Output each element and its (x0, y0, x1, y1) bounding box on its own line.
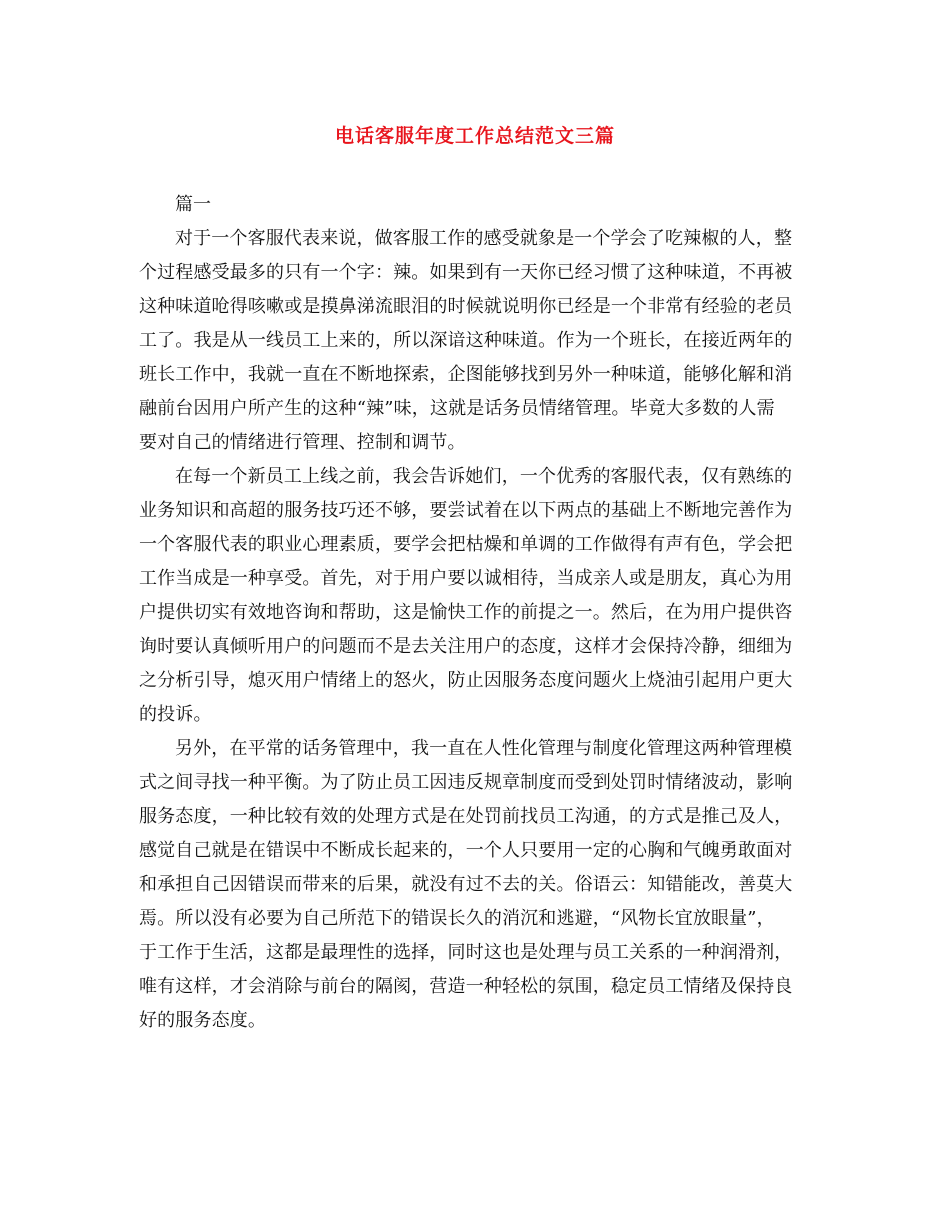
document-title: 电话客服年度工作总结范文三篇 (334, 125, 615, 147)
paragraph-1 (139, 222, 811, 460)
paragraph-line: 这种味道呛得咳嗽或是摸鼻涕流眼泪的时候就说明你已经是一个非常有经验的老员 (139, 296, 793, 317)
paragraph-line: 个过程感受最多的只有一个字：辣。如果到有一天你已经习惯了这种味道，不再被 (139, 262, 793, 283)
paragraph-line: 业务知识和高超的服务技巧还不够，要尝试着在以下两点的基础上不断地完善作为 (139, 500, 793, 521)
paragraph-line: 的投诉。 (139, 704, 212, 725)
paragraph-line: 和承担自己因错误而带来的后果，就没有过不去的关。俗语云：知错能改，善莫大 (139, 874, 793, 895)
paragraph-line: 在每一个新员工上线之前，我会告诉她们，一个优秀的客服代表，仅有熟练的 (175, 466, 793, 487)
paragraph-line: 询时要认真倾听用户的问题而不是去关注用户的态度，这样才会保持冷静，细细为 (139, 636, 793, 657)
paragraph-line: 式之间寻找一种平衡。为了防止员工因违反规章制度而受到处罚时情绪波动，影响 (139, 772, 793, 793)
paragraph-line: 另外，在平常的话务管理中，我一直在人性化管理与制度化管理这两种管理模 (175, 738, 793, 759)
paragraph-line: 对于一个客服代表来说，做客服工作的感受就象是一个学会了吃辣椒的人，整 (175, 228, 793, 249)
paragraph-line: 服务态度，一种比较有效的处理方式是在处罚前找员工沟通，的方式是推己及人， (139, 806, 793, 827)
paragraph-line: 融前台因用户所产生的这种“辣”味，这就是话务员情绪管理。毕竟大多数的人需 (139, 398, 775, 419)
paragraph-2 (139, 460, 811, 732)
paragraph-line: 好的服务态度。 (139, 1010, 267, 1031)
paragraph-line: 户提供切实有效地咨询和帮助，这是愉快工作的前提之一。然后，在为用户提供咨 (139, 602, 793, 623)
paragraph-line: 要对自己的情绪进行管理、控制和调节。 (139, 432, 466, 453)
section-heading: 篇一 (175, 194, 211, 215)
paragraph-line: 之分析引导，熄灭用户情绪上的怒火，防止因服务态度问题火上烧油引起用户更大 (139, 670, 793, 691)
paragraph-line: 工作当成是一种享受。首先，对于用户要以诚相待，当成亲人或是朋友，真心为用 (139, 568, 793, 589)
paragraph-line: 唯有这样，才会消除与前台的隔阂，营造一种轻松的氛围，稳定员工情绪及保持良 (139, 976, 793, 997)
paragraph-line: 于工作于生活，这都是最理性的选择，同时这也是处理与员工关系的一种润滑剂， (139, 942, 793, 963)
paragraph-line: 感觉自己就是在错误中不断成长起来的，一个人只要用一定的心胸和气魄勇敢面对 (139, 840, 793, 861)
paragraph-line: 班长工作中，我就一直在不断地探索，企图能够找到另外一种味道，能够化解和消 (139, 364, 793, 385)
paragraph-line: 焉。所以没有必要为自己所范下的错误长久的消沉和逃避，“风物长宜放眼量”， (139, 908, 775, 929)
paragraph-line: 一个客服代表的职业心理素质，要学会把枯燥和单调的工作做得有声有色，学会把 (139, 534, 793, 555)
paragraph-3 (139, 732, 811, 1038)
document-body (139, 188, 811, 1038)
paragraph-line: 工了。我是从一线员工上来的，所以深谙这种味道。作为一个班长，在接近两年的 (139, 330, 793, 351)
